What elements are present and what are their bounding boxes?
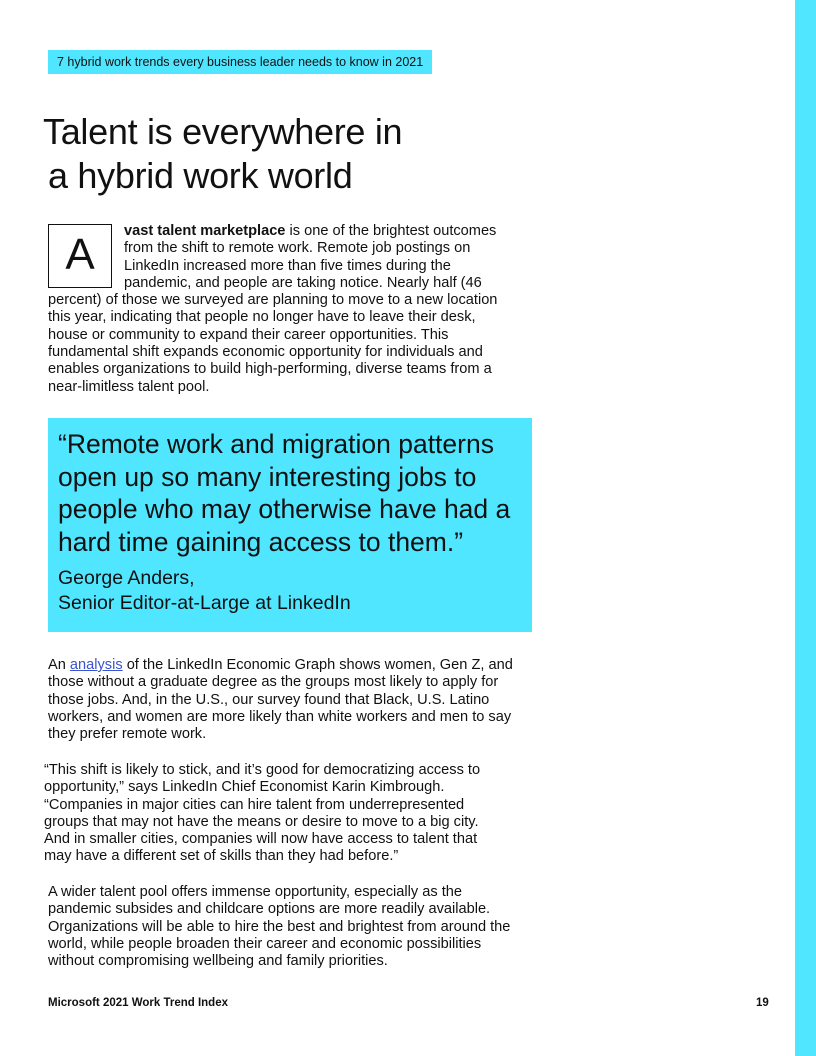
intro-text [48, 223, 518, 396]
intro-body: is one of the brightest outcomes from the shift to remote work. Remote job postings on LinkedIn increased more than five times during the pandemic, and people are taking notice. Nearly half (46 percent) of those we surveyed are planning to move to a new location this year, indicating that people no longer have to leave their desk, house or community to expand their career opportunities. This fundamental shift expands economic opportunity for individuals and enables organizations to build high-performing, diverse teams from a near-limitless talent pool. [48, 223, 498, 395]
pull-quote-author-name: George Anders, [58, 567, 195, 589]
pull-quote [48, 418, 532, 632]
footer-publication: Microsoft 2021 Work Trend Index [48, 997, 229, 1009]
body-paragraph-3: A wider talent pool offers immense opportunity, especially as the pandemic subsides and childcare options are more readily available. Organizations will be able to hire the best and brightest from around the world, while people broaden their career and economic possibilities without compromising wellbeing and family priorities. [48, 884, 511, 970]
page-title [43, 110, 513, 198]
page-title-line-2: a hybrid work world [48, 155, 353, 196]
page-number: 19 [756, 997, 769, 1009]
pull-quote-attribution [58, 566, 522, 615]
intro-paragraph [48, 223, 518, 396]
body-p1-rest: of the LinkedIn Economic Graph shows women, Gen Z, and those without a graduate degree as the groups most likely to apply for those jobs. And, in the U.S., our survey found that Black, U.S. Latino workers, and women are more likely than white workers and men to say they prefer remote work. [48, 657, 513, 743]
pull-quote-author-title: Senior Editor-at-Large at LinkedIn [58, 591, 351, 614]
body-paragraph-2: “This shift is likely to stick, and it’s good for democratizing access to opportunity,” says LinkedIn Chief Economist Karin Kimbrough. “Companies in major cities can hire talent from underrepresented groups that may not have the means or desire to move to a big city. And in smaller cities, companies will now have access to talent that may have a different set of skills than they had before.” [44, 762, 481, 865]
accent-side-stripe [795, 0, 816, 1056]
body-p1-lead: An [48, 657, 70, 673]
analysis-link[interactable]: analysis [69, 657, 123, 673]
drop-cap: A [48, 224, 112, 288]
topic-tag: 7 hybrid work trends every business leader needs to know in 2021 [48, 50, 432, 74]
pull-quote-text: “Remote work and migration patterns open up so many interesting jobs to people who may otherwise have had a hard time gaining access to them.” [58, 429, 511, 557]
page-title-line-1: Talent is everywhere in [43, 111, 403, 152]
intro-bold-lead: vast talent marketplace [124, 223, 286, 239]
body-paragraph-1 [48, 657, 518, 743]
